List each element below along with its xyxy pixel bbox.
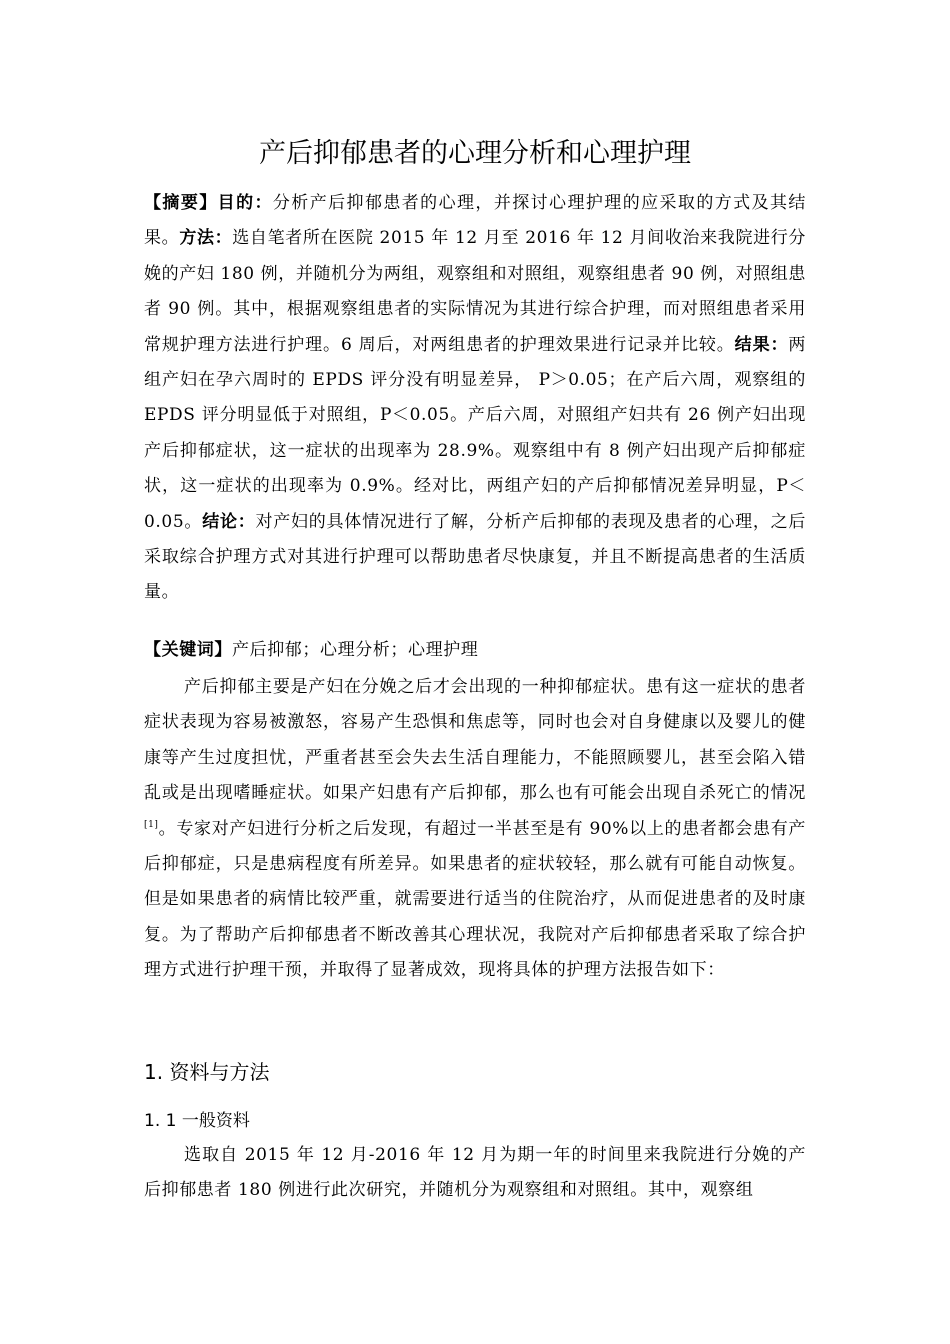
citation-reference[interactable]: [1] xyxy=(144,819,159,830)
general-data-paragraph: 选取自 2015 年 12 月-2016 年 12 月为期一年的时间里来我院进行分娩的产后抑郁患者 180 例进行此次研究，并随机分为观察组和对照组。其中，观察组 xyxy=(144,1145,806,1201)
method-label: 方法： xyxy=(179,228,233,249)
abstract-label: 【摘要】 xyxy=(144,193,218,213)
purpose-label: 目的： xyxy=(217,193,273,213)
paper-title: 产后抑郁患者的心理分析和心理护理 xyxy=(259,138,691,169)
purpose-text: 分析产后抑郁患者的心理，并探讨心理护理的应采取的方式及其结果。 xyxy=(144,193,806,249)
keywords xyxy=(144,632,806,668)
conclusion-label: 结论： xyxy=(202,511,256,532)
result-label: 结果： xyxy=(734,334,789,355)
abstract xyxy=(144,186,806,611)
intro-paragraph xyxy=(144,670,806,989)
result-text: 两组产妇在孕六周时的 EPDS 评分没有明显差异， P＞0.05；在产后六周，观察组的 EPDS 评分明显低于对照组，P＜0.05。产后六周，对照组产妇共有 26 例产妇出现产后抑郁症状，这一症状的出现率为 28.9%。观察组中有 8 例产妇出现产后抑郁症状，这一症状的出现率为 0.9%。经对比，两组产妇的产后抑郁情况差异明显，P＜0.05。 xyxy=(144,334,806,532)
section-heading-materials-methods: 1. 资料与方法 xyxy=(144,1060,270,1084)
intro-text-before-citation: 产后抑郁主要是产妇在分娩之后才会出现的一种抑郁症状。患有这一症状的患者症状表现为容易被激怒，容易产生恐惧和焦虑等，同时也会对自身健康以及婴儿的健康等产生过度担忧，严重者甚至会失去生活自理能力，不能照顾婴儿，甚至会陷入错乱或是出现嗜睡症状。如果产妇患有产后抑郁，那么也有可能会出现自杀死亡的情况 xyxy=(144,677,806,804)
intro-text-after-citation: 。专家对产妇进行分析之后发现，有超过一半甚至是有 90%以上的患者都会患有产后抑郁症，只是患病程度有所差异。如果患者的症状较轻，那么就有可能自动恢复。但是如果患者的病情比较严重，就需要进行适当的住院治疗，从而促进患者的及时康复。为了帮助产后抑郁患者不断改善其心理状况，我院对产后抑郁患者采取了综合护理方式进行护理干预，并取得了显著成效，现将具体的护理方法报告如下： xyxy=(144,818,806,981)
keywords-label: 【关键词】 xyxy=(144,640,232,660)
conclusion-text: 对产妇的具体情况进行了解，分析产后抑郁的表现及患者的心理，之后采取综合护理方式对其进行护理可以帮助患者尽快康复，并且不断提高患者的生活质量。 xyxy=(144,511,806,603)
subsection-heading-general-data: 1. 1 一般资料 xyxy=(144,1111,250,1131)
keywords-text: 产后抑郁；心理分析；心理护理 xyxy=(232,640,479,660)
method-text: 选自笔者所在医院 2015 年 12 月至 2016 年 12 月间收治来我院进行分娩的产妇 180 例，并随机分为两组，观察组和对照组，观察组患者 90 例，对照组患者 90 例。其中，根据观察组患者的实际情况为其进行综合护理，而对照组患者采用常规护理方法进行护理。6 周后，对两组患者的护理效果进行记录并比较。 xyxy=(144,228,806,355)
